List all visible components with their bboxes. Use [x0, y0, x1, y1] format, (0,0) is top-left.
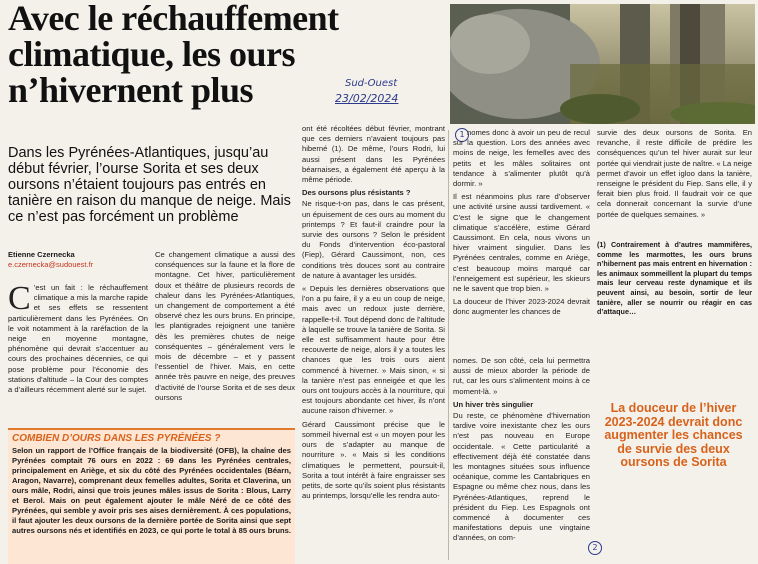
- headline-line-2: climatique, les ours: [8, 34, 295, 74]
- footnote: (1) Contrairement à d’autres mammifères, comme les marmottes, les ours bruns n’hibernent pas mais entrent en hivernation : les animaux sommeillent la plupart du temps mais leur cerveau reste dynamique et ils peuvent ainsi, au besoin, sortir de leur tanière, aller se nourrir ou réagir en cas d’attaque…: [597, 240, 752, 317]
- pull-quote: La douceur de l’hiver 2023-2024 devrait donc augmenter les chances de survie des deux oursons de Sorita: [604, 401, 743, 469]
- headline-line-3: n’hivernent plus: [8, 70, 254, 110]
- article-column-4-bottom: [453, 356, 590, 562]
- box-title: COMBIEN D’OURS DANS LES PYRÉNÉES ?: [12, 433, 221, 444]
- handwritten-date: 23/02/2024: [335, 92, 399, 105]
- col5-p1: survie des deux oursons de Sorita. En revanche, il reste difficile de prédire les conséquences qu’un tel hiver aurait sur leur portée qui viendrait juste de naître. « La neige permet d’avoir un effet igloo dans la tanière, renseigne le président du Fiep. Sans elle, il y ferait bien plus froid. Il faudrait voir ce que cela donnerait concernant la survie d’une portée de quelques semaines. »: [597, 128, 752, 219]
- col3-p2: Ne risque-t-on pas, dans le cas présent, un épuisement de ces ours au moment du printemps ? Et faut-il craindre pour la survie des oursons ? Selon le président du Fonds d’intervention éco-pastoral (Fiep), Gérard Caussimont, non, ces conditions très douces sont au contraire de nature à avantager les ursidés.: [302, 199, 445, 280]
- col3-p4: Gérard Caussimont précise que le sommeil hivernal est « un moyen pour les ours de s’adapter au manque de nourriture ». « Mais si les conditions climatiques le permettent, poursuit-il, Sorita a tout intérêt à faire engraisser ses petits, de sorte qu’ils soient plus résistants au printemps, lorsqu’elle les rendra auto-: [302, 419, 445, 501]
- article-column-3: [302, 124, 445, 562]
- col4-p4: nomes. De son côté, cela lui permettra aussi de mieux aborder la période de rut, car les ours s’alimentent moins à ce moment-là. »: [453, 356, 590, 396]
- col4-p2: Il est néanmoins plus rare d’observer une activité ursine aussi tardivement. « C’est le signe que le changement climatique s’accélère, estime Gérard Caussimont. En cela, nous vivons un hiver vraiment singulier. Dans les Pyrénées centrales, comme en Ariège, c’est beaucoup moins marqué car l’enneigement est supérieur, les skieurs ne le savent que trop bien. »: [453, 192, 590, 294]
- bear-count-box: [8, 428, 295, 564]
- forest-photo-illustration: [450, 4, 755, 124]
- article-column-5: [597, 128, 752, 236]
- handwritten-source: Sud-Ouest: [345, 78, 398, 89]
- subhead-hiver: Un hiver très singulier: [453, 399, 534, 409]
- col3-p3: « Depuis les dernières observations que l’on a pu faire, il y a eu un coup de neige, mais avec un redoux juste derrière, rappelle-t-il. Tout dépend donc de l’altitude à laquelle se trouve la tanière de Sorita. Si elle est suffisamment haute pour être recouverte de neige, alors il y a toutes les chances que les trois ours aient commencé à hiverner. » Mais sinon, « si la tanière n’est pas enneigée et que les ours ont toujours accès à la nourriture, qui est toujours abondante cet hiver, ils n’ont aucune raison d’hiverner. »: [302, 284, 445, 416]
- col1-text: ’est un fait : le réchauffement climatique a mis la marche rapide et ses effets se ressentent particulièrement dans les Pyrénées. On le voit notamment à la raréfaction de la neige en moyenne montagne, phénomène qui devrait s’accentuer au cours des prochaines décennies, ce qui pose problème pour l’économie des stations d’altitude – la Cour des comptes a d’ailleurs récemment alerté sur le sujet.: [8, 283, 148, 395]
- column-divider: [448, 130, 449, 560]
- col4-p5: Du reste, ce phénomène d’hivernation tardive voire inexistante chez les ours n’est pas nouveau en Europe occidentale. « Cette particularité a effectivement déjà été constatée dans les montagnes situées sous influence océanique, comme les Cantabriques en Espagne ou même chez nous, dans les Pyrénées-Atlantiques, reprend le président du Fiep. Les Espagnols ont commencé à documenter ces manifestations depuis une vingtaine d’années, on com-: [453, 411, 590, 543]
- col4-p3: La douceur de l’hiver 2023-2024 devrait donc augmenter les chances de: [453, 297, 590, 317]
- author-name: Etienne Czernecka: [8, 250, 75, 259]
- col3-p1: ont été récoltées début février, montrant que ces derniers n’avaient toujours pas hiberné (1). De même, l’ours Rodri, lui aussi présent dans les Pyrénées béarnaises, a également été aperçu à la même période.: [302, 124, 445, 185]
- author-email[interactable]: e.czernecka@sudouest.fr: [8, 260, 94, 269]
- article-column-1: [8, 283, 148, 423]
- dropcap: C: [8, 283, 31, 317]
- handwritten-marker-2: 2: [588, 541, 602, 555]
- subhead-oursons: Des oursons plus résistants ?: [302, 188, 411, 198]
- handwritten-marker-1: 1: [455, 128, 469, 142]
- box-text: Selon un rapport de l’Office français de la biodiversité (OFB), la chaîne des Pyrénées comptait 76 ours en 2022 : 69 dans les Pyrénées centrales, principalement en Ariège, et six du côté des Pyrénées occidentales (Béarn, Aragon, Navarre), comprenant deux femelles adultes, Sorita et Claverina, un ours mâle, Rodri, ainsi que trois jeunes mâles issus de Sorita : Blous, Larry et Berol. Mais on peut également ajouter le mâle Néré de ce côté des Pyrénées, qui semble y avoir pris ses aises dernièrement. À ces populations, il faut ajouter les deux oursons de la dernière portée de Sorita ainsi que sept autres oursons nés et identifiés en 2023, ce qui porte le total à 85 ours bruns.: [12, 446, 291, 535]
- article-column-2: [155, 250, 295, 424]
- headline-line-1: Avec le réchauffement: [8, 0, 339, 38]
- byline: [8, 250, 178, 270]
- article-column-4-top: [453, 128, 590, 354]
- forest-photo: [450, 4, 755, 124]
- col4-p1: nomes donc à avoir un peu de recul sur la question. Lors des années avec moins de neige, les femelles avec des petits et les mâles solitaires ont tendance à s’alimenter plutôt qu’à dormir. »: [453, 128, 590, 189]
- col2-text: Ce changement climatique a aussi des conséquences sur la faune et la flore de montagne. Cet hiver, particulièrement doux et théâtre de plusieurs records de chaleur dans les Pyrénées-Atlantiques, un changement de comportement a été observé chez les ours bruns. En principe, les plantigrades rejoignent une tanière dès les premières chutes de neige conséquentes – généralement vers le mois de décembre – et y passent l’essentiel de l’hiver. Mais, en cette année très pauvre en neige, des preuves d’activité de l’ourse Sorita et de ses deux oursons: [155, 250, 295, 402]
- lead-paragraph: Dans les Pyrénées-Atlantiques, jusqu’au début février, l’ourse Sorita et ses deux oursons n’étaient toujours pas entrés en tanière en raison du manque de neige. Mais ce n’est pas forcément un problème: [8, 145, 291, 225]
